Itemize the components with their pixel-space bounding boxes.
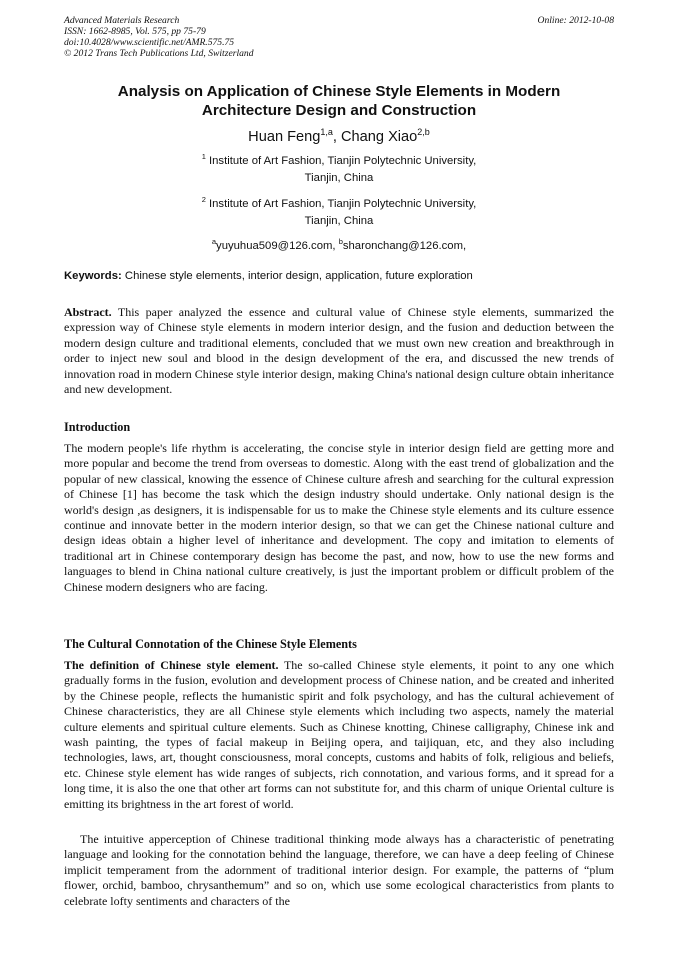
affiliation-1-sup: 1	[201, 152, 206, 161]
email-b-sup: b	[338, 237, 343, 246]
issn-line: ISSN: 1662-8985, Vol. 575, pp 75-79	[64, 26, 206, 37]
author-1-sup: 1,a	[320, 127, 333, 137]
affiliation-2-sup: 2	[201, 195, 206, 204]
introduction-heading: Introduction	[64, 420, 131, 434]
thinking-mode-paragraph: The intuitive apperception of Chinese traditional thinking mode always has a characteristic of penetrating language and looking for the connotation behind the language, therefore, we can have a deep feeling of Chinese implicit temperament from the adornment of traditional interior design. For example, the patterns of “plum flower, orchid, bamboo, chrysanthemum” and so on, which use some ecological characteristics from plants to celebrate lofty sentiments and characters of the	[64, 832, 614, 908]
email-b: sharonchang@126.com,	[342, 239, 467, 252]
abstract-text: This paper analyzed the essence and cultural value of Chinese style elements, summarized the expression way of Chinese style elements in modern interior design, and the fusion and deduction between the modern design culture and traditional elements, concluded that we must own new creation and breakthrough in order to inject new soul and blood in the design development of the era, and discussed the new trends of innovation road in modern Chinese style interior design, making China's national design culture obtain inheritance and new development.	[64, 305, 614, 397]
definition-text: The so-called Chinese style elements, it point to any one which gradually forms in the fusion, evolution and development process of Chinese nation, and be created and inherited by the Chinese people, reflects the humanistic spirit and folk psychology, and has the cultural achievement of Chinese characteristics, they are all Chinese style elements which including two aspects, namely the material culture elements and spiritual culture elements. Such as Chinese knotting, Chinese calligraphy, Chinese ink and wash painting, the types of facial makeup in Beijing opera, and taijiquan, etc, and they also including technologies, laws, art, thought consciousness, moral concepts, customs and habits of folk, religious and beliefs, etc. Chinese style element has wide ranges of subjects, rich connotation, and various forms, and it spread for a long time, it is also the one that other art forms can not substitute for, and this charm of unique Oriental culture is emitting its brightness in the art forest of world.	[64, 658, 615, 811]
keywords-text: Chinese style elements, interior design, application, future exploration	[121, 270, 473, 282]
email-a-sup: a	[211, 237, 217, 246]
author-1-name: Huan Feng	[248, 128, 321, 145]
introduction-text: The modern people's life rhythm is accelerating, the concise style in interior design field are getting more and more popular and become the trend from overseas to domestic. Along with the east trend of globalization and the popular of new classical, knowing the essence of Chinese culture afresh and searching for the cultural expression of Chinese [1] has become the task which the design industry should undertake. Only national design is the world's design ,as designers, it is indispensable for us to make the Chinese style elements and its culture essence continue and innovate better in the modern interior design, so that we can get the Chinese national culture and design ideas obtain a higher level of inheritance and development. The copy and imitation to elements of traditional art in Chinese contemporary design has become the past, and now, how to use the new forms and languages to blend in China national culture creatively, is just the important problem or difficult problem of the Chinese modern designers who are facing.	[64, 441, 614, 594]
author-2-sup: 2,b	[417, 127, 430, 137]
email-line	[64, 235, 614, 253]
email-a: yuyuhua509@126.com,	[216, 239, 339, 252]
definition-label: The definition of Chinese style element.	[64, 658, 279, 672]
author-2-name: Chang Xiao	[341, 128, 418, 145]
author-list: Huan Feng$^{1,a}$, Chang Xiao$^{2,b}$	[248, 127, 430, 145]
affiliation-1-line-1: $^1$ Institute of Art Fashion, Tianjin Polytechnic University,	[201, 152, 477, 167]
keywords-label: Keywords:	[64, 270, 122, 282]
journal-name: Advanced Materials Research	[64, 15, 180, 26]
title-line-1: Analysis on Application of Chinese Style Elements in Modern	[117, 83, 561, 100]
title-line-2: Architecture Design and Construction	[201, 102, 477, 119]
definition-paragraph	[64, 658, 614, 812]
affiliation-1-line-2: Tianjin, China	[304, 172, 374, 184]
affiliation-2-line-1: $^2$ Institute of Art Fashion, Tianjin Polytechnic University,	[201, 195, 477, 210]
cultural-heading: The Cultural Connotation of the Chinese Style Elements	[64, 637, 357, 651]
keywords	[64, 269, 614, 283]
abstract-label: Abstract.	[64, 305, 112, 319]
journal-header	[64, 15, 254, 59]
paper-title	[64, 82, 614, 120]
copyright-line: © 2012 Trans Tech Publications Ltd, Switzerland	[64, 48, 254, 59]
affiliation-2-line-2: Tianjin, China	[304, 215, 374, 227]
doi-line: doi:10.4028/www.scientific.net/AMR.575.75	[64, 37, 235, 48]
online-date: Online: 2012-10-08	[537, 15, 614, 26]
abstract	[64, 305, 614, 397]
